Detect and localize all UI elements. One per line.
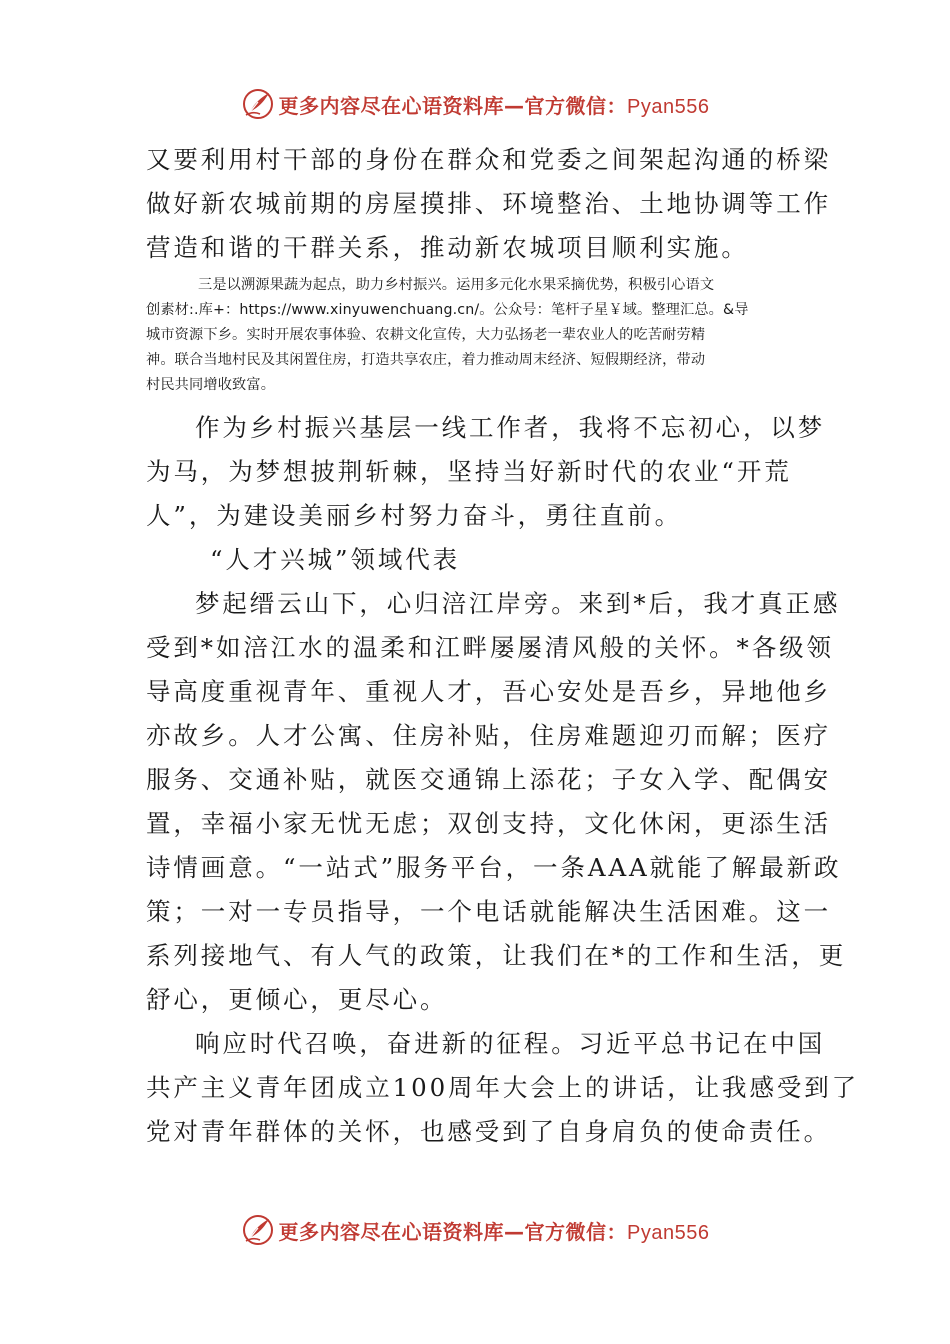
text-line: 亦故乡。人才公寓、住房补贴，住房难题迎刃而解；医疗 — [146, 721, 831, 750]
text-line: 城市资源下乡。实时开展农事体验、农耕文化宣传，大力弘扬老一辈农业人的吃苦耐劳精 — [146, 327, 706, 343]
text-line: 神。联合当地村民及其闲置住房，打造共享农庄，着力推动周末经济、短假期经济，带动 — [146, 352, 706, 368]
text-line: 做好新农城前期的房屋摸排、环境整治、土地协调等工作 — [146, 189, 831, 218]
text-line: 党对青年群体的关怀，也感受到了自身肩负的使命责任。 — [146, 1117, 831, 1146]
paragraph-village-cadre — [146, 138, 831, 270]
text-line: 共产主义青年团成立100周年大会上的讲话，让我感受到了 — [146, 1073, 860, 1102]
paragraph-small-print — [146, 273, 806, 398]
feather-pen-logo-icon — [241, 87, 275, 121]
text-line: 系列接地气、有人气的政策，让我们在*的工作和生活，更 — [146, 941, 847, 970]
banner-wechat-id: Pyan556 — [627, 95, 710, 118]
text-line: 作为乡村振兴基层一线工作者，我将不忘初心，以梦 — [195, 413, 826, 442]
text-line: 舒心，更倾心，更尽心。 — [146, 985, 448, 1014]
text-line: 受到*如涪江水的温柔和江畔屡屡清风般的关怀。*各级领 — [146, 633, 834, 662]
banner-text: 更多内容尽在心语资料库—官方微信：Pyan556 — [278, 93, 710, 118]
text-line: 三是以溯源果蔬为起点，助力乡村振兴。运用多元化水果采摘优势，积极引心语文 — [198, 277, 715, 293]
document-body — [146, 138, 860, 1154]
text-line: 为马，为梦想披荆斩棘，坚持当好新时代的农业“开荒 — [146, 457, 792, 486]
paragraph-rural-revitalization — [146, 406, 826, 538]
paragraph-talent — [146, 582, 847, 1022]
text-line: 村民共同增收致富。 — [146, 377, 276, 393]
text-line: 响应时代召唤，奋进新的征程。习近平总书记在中国 — [195, 1029, 826, 1058]
text-line: 又要利用村干部的身份在群众和党委之间架起沟通的桥梁 — [146, 145, 831, 174]
header-banner — [0, 84, 950, 124]
text-line: 创素材:.库+：https://www.xinyuwenchuang.cn/。公众号：笔杆子星￥域。整理汇总。&导 — [146, 302, 749, 318]
banner-wechat-id: Pyan556 — [627, 1221, 710, 1244]
section-heading: “人才兴城”领域代表 — [210, 545, 461, 574]
text-line: 导高度重视青年、重视人才，吾心安处是吾乡，异地他乡 — [146, 677, 831, 706]
footer-banner — [0, 1210, 950, 1250]
banner-text: 更多内容尽在心语资料库—官方微信：Pyan556 — [278, 1219, 710, 1244]
text-line: 服务、交通补贴，就医交通锦上添花；子女入学、配偶安 — [146, 765, 831, 794]
text-line: 梦起缙云山下，心归涪江岸旁。来到*后，我才真正感 — [195, 589, 841, 618]
text-line: 策；一对一专员指导，一个电话就能解决生活困难。这一 — [146, 897, 831, 926]
text-line: 诗情画意。“一站式”服务平台，一条AAA就能了解最新政 — [146, 853, 842, 882]
feather-pen-logo-icon — [241, 1213, 275, 1247]
text-line: 人”，为建设美丽乡村努力奋斗，勇往直前。 — [146, 501, 683, 530]
text-line: 置，幸福小家无忧无虑；双创支持，文化休闲，更添生活 — [146, 809, 831, 838]
text-line: 营造和谐的干群关系，推动新农城项目顺利实施。 — [146, 233, 749, 262]
paragraph-youth-mission — [146, 1022, 860, 1154]
